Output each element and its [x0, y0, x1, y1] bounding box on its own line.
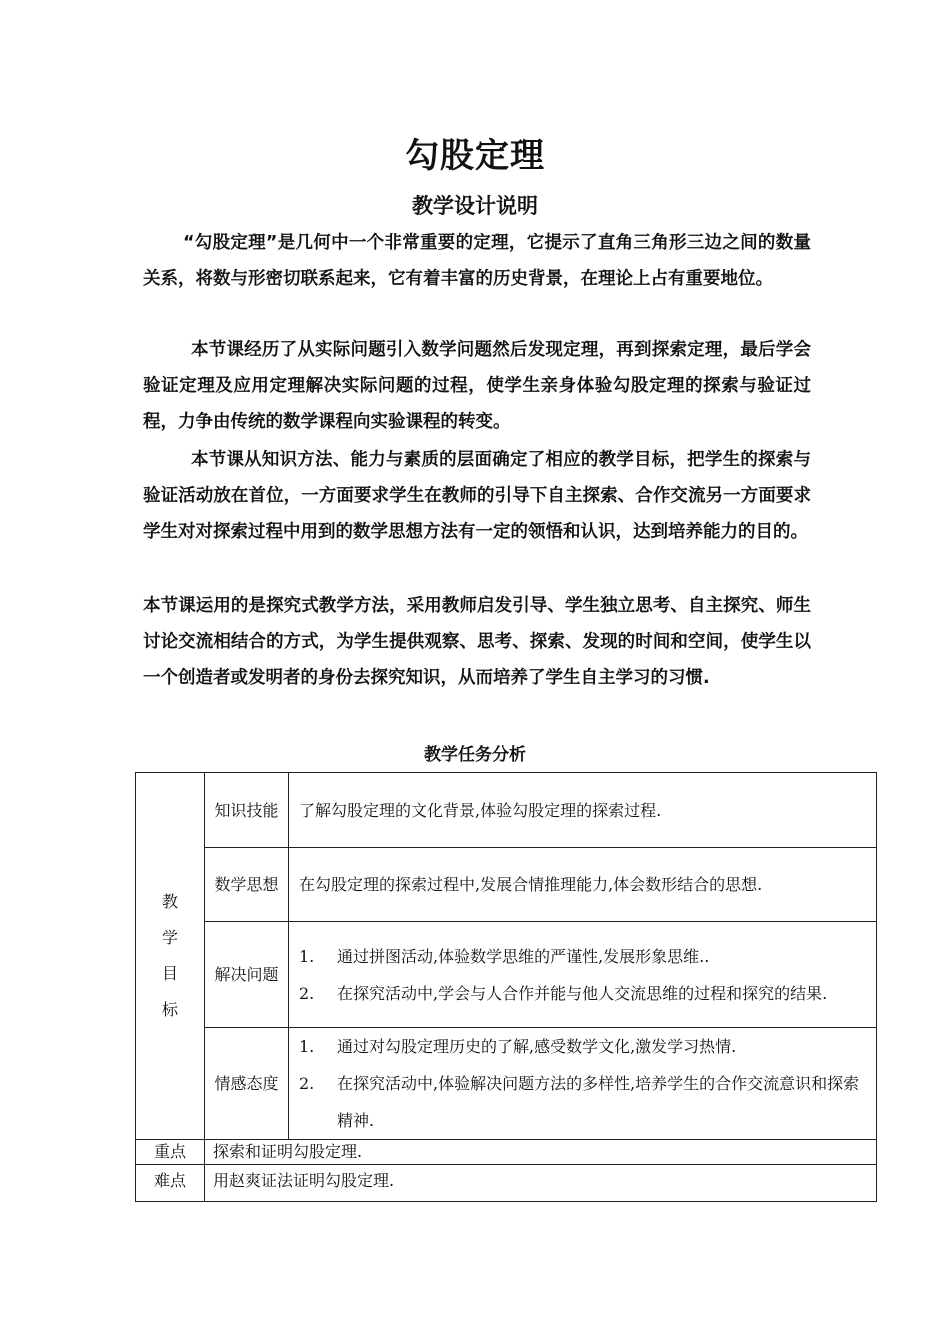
- list-text: 在探究活动中,体验解决问题方法的多样性,培养学生的合作交流意识和探索精神.: [337, 1074, 860, 1130]
- row-content-problem-solving: [289, 922, 877, 1028]
- list-number: 2.: [299, 1074, 315, 1093]
- task-analysis-table: [135, 772, 877, 1202]
- objectives-category-label: 教学目标: [162, 892, 179, 1019]
- list-number: 2.: [299, 983, 315, 1003]
- row-content-thinking: 在勾股定理的探索过程中,发展合情推理能力,体会数形结合的思想.: [289, 848, 877, 922]
- list-text: 在探究活动中,学会与人合作并能与他人交流思维的过程和探究的结果.: [337, 983, 828, 1003]
- list-item: [299, 1065, 868, 1139]
- table-row: [136, 1028, 877, 1140]
- row-content-attitude: [289, 1028, 877, 1140]
- page-title: 勾股定理: [405, 136, 545, 176]
- paragraph-process: 本节课经历了从实际问题引入数学问题然后发现定理，再到探索定理，最后学会验证定理及应用定理解决实际问题的过程，使学生亲身体验勾股定理的探索与验证过程，力争由传统的数学课程向实验课程的转变。: [143, 340, 811, 432]
- row-label-attitude: 情感态度: [205, 1028, 289, 1140]
- section-subtitle: 教学设计说明: [412, 194, 538, 218]
- key-point-content: 探索和证明勾股定理.: [205, 1140, 877, 1165]
- difficult-point-label: 难点: [136, 1165, 205, 1202]
- table-row: [136, 922, 877, 1028]
- row-content-knowledge: 了解勾股定理的文化背景,体验勾股定理的探索过程.: [289, 773, 877, 848]
- table-row: [136, 1140, 877, 1165]
- row-label-problem-solving: 解决问题: [205, 922, 289, 1028]
- list-item: [299, 975, 868, 1012]
- table-row: [136, 773, 877, 848]
- key-point-label: 重点: [136, 1140, 205, 1165]
- paragraph-goals: 本节课从知识方法、能力与素质的层面确定了相应的教学目标，把学生的探索与验证活动放在首位，一方面要求学生在教师的引导下自主探索、合作交流另一方面要求学生对对探索过程中用到的数学思想方法有一定的领悟和认识，达到培养能力的目的。: [143, 450, 811, 542]
- list-text: 通过拼图活动,体验数学思维的严谨性,发展形象思维..: [337, 946, 710, 966]
- paragraph-intro: “勾股定理”是几何中一个非常重要的定理，它提示了直角三角形三边之间的数量关系，将数与形密切联系起来，它有着丰富的历史背景，在理论上占有重要地位。: [143, 233, 811, 289]
- list-number: 1.: [299, 1037, 315, 1056]
- table-row: [136, 1165, 877, 1202]
- row-label-thinking: 数学思想: [205, 848, 289, 922]
- row-label-knowledge: 知识技能: [205, 773, 289, 848]
- table-title: 教学任务分析: [424, 745, 526, 765]
- difficult-point-content: 用赵爽证法证明勾股定理.: [205, 1165, 877, 1202]
- list-item: [299, 938, 868, 975]
- list-item: [299, 1028, 868, 1065]
- list-number: 1.: [299, 946, 315, 966]
- table-row: [136, 848, 877, 922]
- objectives-category-cell: [136, 773, 205, 1140]
- paragraph-method: 本节课运用的是探究式教学方法，采用教师启发引导、学生独立思考、自主探究、师生讨论交流相结合的方式，为学生提供观察、思考、探索、发现的时间和空间，使学生以一个创造者或发明者的身份去探究知识，从而培养了学生自主学习的习惯.: [143, 596, 811, 688]
- list-text: 通过对勾股定理历史的了解,感受数学文化,激发学习热情.: [337, 1037, 737, 1056]
